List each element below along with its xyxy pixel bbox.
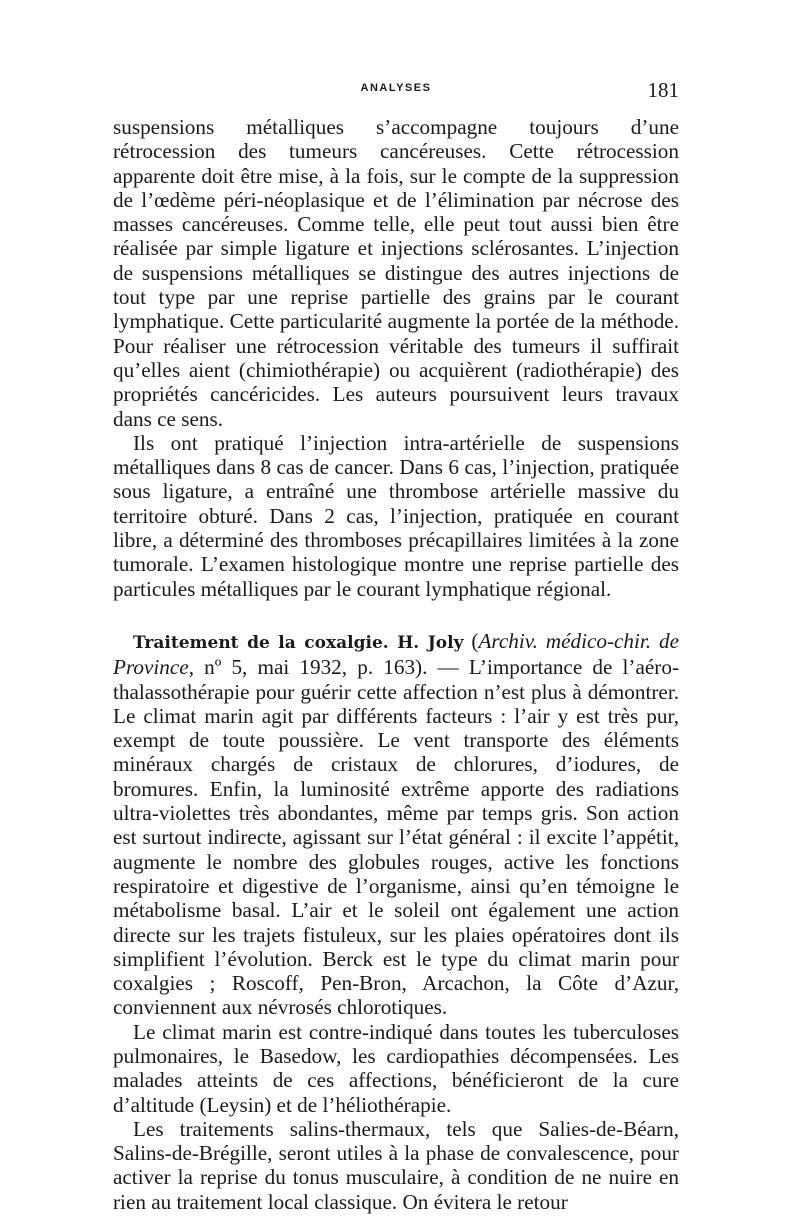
running-title: ANALYSES — [360, 82, 432, 94]
article-text: — L’importance de l’aéro-thalassothérapie pour guérir cette affection n’est plus à démontrer. Le climat marin agit par différents facteurs : l’air y est très pur, exempt de toute poussière. Le vent transporte des éléments minéraux chargés de cristaux de chlorures, d’iodures, de bromures. Enfin, la luminosité extrême apporte des radiations ultra-violettes très abondantes, même par temps gris. Son action est surtout indirecte, agissant sur l’état général : il excite l’appétit, augmente le nombre des globules rouges, active les fonctions respiratoire et digestive de l’organisme, ainsi qu’en témoigne le métabolisme basal. L’air et le soleil ont également une action directe sur les trajets fistuleux, sur les plaies opératoires dont ils simplifient l’évolution. Berck est le type du climat marin pour coxalgies ; Roscoff, Pen-Bron, Arcachon, la Côte d’Azur, conviennent aux névrosés chlorotiques. — [113, 655, 679, 1020]
paragraph-injection-results: Ils ont pratiqué l’injection intra-artérielle de suspensions métalliques dans 8 cas de cancer. Dans 6 cas, l’injection, pratiquée sous ligature, a entraîné une thrombose artérielle massive du territoire obturé. Dans 2 cas, l’injection, pratiquée en courant libre, a déterminé des thromboses précapillaires limitées à la zone tumorale. L’examen histologique montre une reprise partielle des particules métalliques par le courant lymphatique régional. — [113, 430, 679, 601]
paragraph-continuation: suspensions métalliques s’accompagne toujours d’une rétrocession des tumeurs cancéreuses. Cette rétrocession apparente doit être mise, à la fois, sur le compte de la suppression de l’œdème péri-néoplasique et de l’élimination par nécrose des masses cancéreuses. Comme telle, elle peut tout aussi bien être réalisée par simple ligature et injections sclérosantes. L’injection de suspensions métalliques se distingue des autres injections de tout type par une reprise partielle des grains par le courant lymphatique. Cette particularité augmente la portée de la méthode. Pour réaliser une rétrocession véritable des tumeurs il suffirait qu’elles aient (chimiothérapie) ou acquièrent (radiothérapie) des propriétés cancéricides. Les auteurs poursuivent leurs travaux dans ce sens. — [113, 115, 679, 431]
journal-open: ( — [463, 628, 479, 653]
article-title: Traitement de la coxalgie. H. Joly — [133, 632, 464, 653]
paragraph-contraindications: Le climat marin est contre-indiqué dans toutes les tuberculoses pulmonaires, le Basedow, les cardiopathies décompensées. Les malades atteints de ces affections, bénéficieront de la cure d’altitude (Leysin) et de l’héliothérapie. — [113, 1019, 679, 1117]
page-number: 181 — [647, 78, 679, 102]
citation: , nº 5, mai 1932, p. 163). — [188, 655, 428, 680]
running-head — [113, 78, 679, 102]
body-text — [113, 115, 679, 1214]
paragraph-thermal-treatments: Les traitements salins-thermaux, tels que Salies-de-Béarn, Salins-de-Brégille, seront utiles à la phase de convalescence, pour activer la reprise du tonus musculaire, à condition de ne nuire en rien au traitement local classique. On évitera le retour — [113, 1116, 679, 1214]
journal-name: Archiv. médico-chir. de Province — [113, 628, 680, 680]
paragraph-coxalgie — [113, 629, 679, 1020]
